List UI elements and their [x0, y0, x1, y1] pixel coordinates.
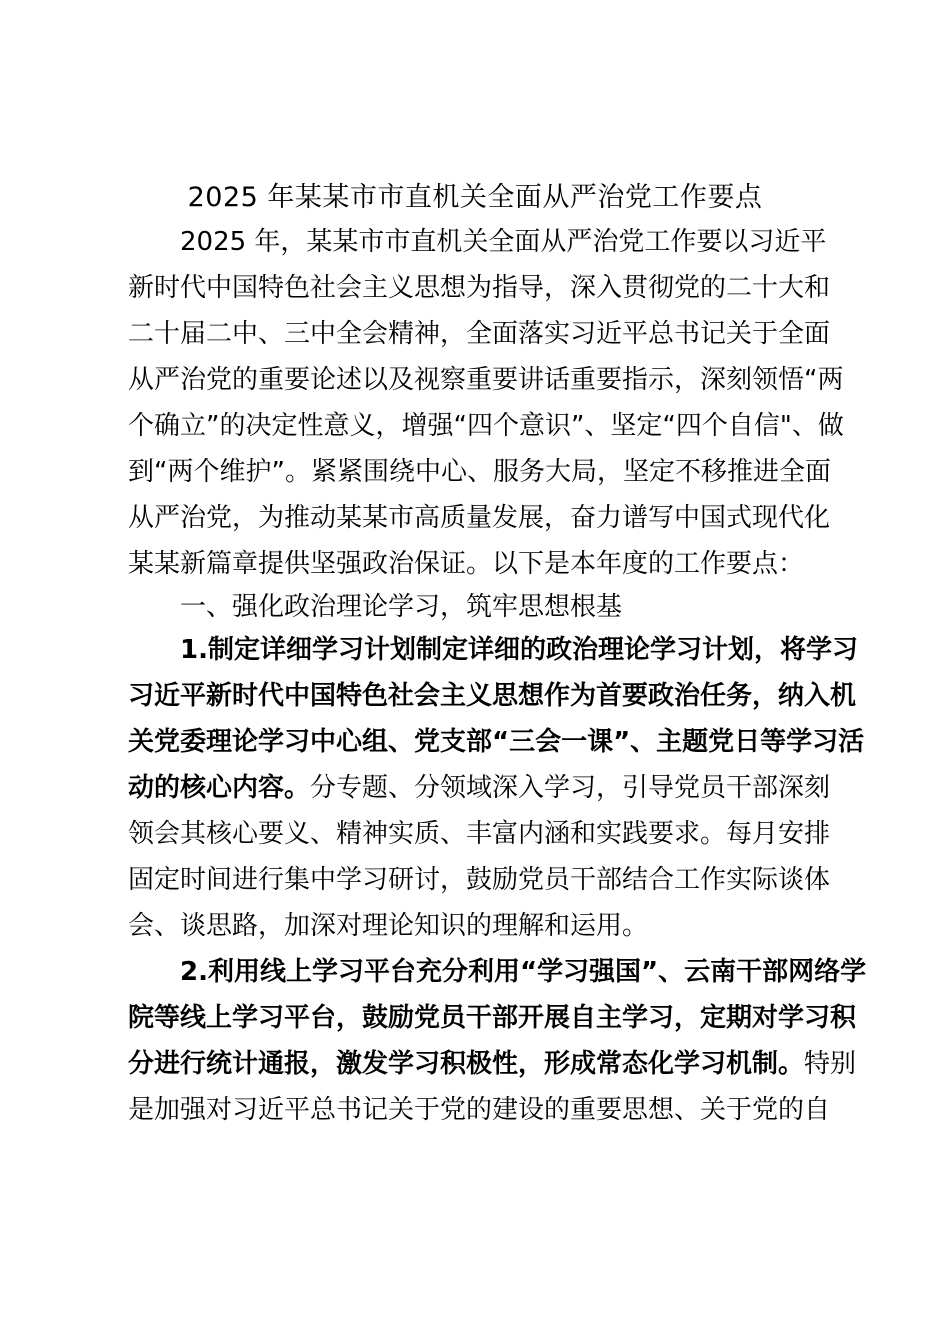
- item2-line: 是加强对习近平总书记关于党的建设的重要思想、关于党的自: [128, 1095, 831, 1125]
- item2-bold-line: 2.利用线上学习平台充分利用“学习强国”、云南干部网络学: [180, 957, 867, 987]
- item1-line: 固定时间进行集中学习研讨，鼓励党员干部结合工作实际谈体: [128, 865, 831, 895]
- section-heading: 一、强化政治理论学习，筑牢思想根基: [180, 592, 623, 622]
- intro-line: 某某新篇章提供坚强政治保证。以下是本年度的工作要点：: [128, 549, 805, 579]
- item2-bold-line: 院等线上学习平台，鼓励党员干部开展自主学习，定期对学习积: [128, 1003, 857, 1033]
- intro-line: 到“两个维护”。紧紧围绕中心、服务大局，坚定不移推进全面: [128, 457, 831, 487]
- item1-bold-line: 1.制定详细学习计划制定详细的政治理论学习计划，将学习: [180, 635, 858, 665]
- intro-line: 二十届二中、三中全会精神，全面落实习近平总书记关于全面: [128, 319, 831, 349]
- item1-line: 会、谈思路，加深对理论知识的理解和运用。: [128, 911, 649, 941]
- item2-mixed-line: [128, 1042, 857, 1086]
- intro-line: 从严治党，为推动某某市高质量发展，奋力谱写中国式现代化: [128, 503, 831, 533]
- item1-bold-line: 习近平新时代中国特色社会主义思想作为首要政治任务，纳入机: [128, 681, 857, 711]
- intro-line: 从严治党的重要论述以及视察重要讲话重要指示，深刻领悟“两: [128, 365, 844, 395]
- item1-normal-start: 分专题、分领域深入学习，引导党员干部深刻: [310, 773, 831, 803]
- intro-line: 新时代中国特色社会主义思想为指导，深入贯彻党的二十大和: [128, 273, 831, 303]
- item2-normal-start: 特别: [804, 1049, 857, 1079]
- item2-bold-tail: 分进行统计通报，激发学习积极性，形成常态化学习机制。: [128, 1049, 805, 1079]
- intro-line: 个确立”的决定性意义，增强“四个意识”、坚定“四个自信"、做: [128, 411, 844, 441]
- item1-line: 领会其核心要义、精神实质、丰富内涵和实践要求。每月安排: [128, 819, 831, 849]
- document-title: 2025 年某某市市直机关全面从严治党工作要点: [187, 182, 763, 213]
- item1-bold-line: 关党委理论学习中心组、党支部“三会一课”、主题党日等学习活: [128, 727, 865, 757]
- intro-line: 2025 年，某某市市直机关全面从严治党工作要以习近平: [180, 227, 827, 257]
- item1-bold-tail: 动的核心内容。: [128, 773, 311, 803]
- item1-mixed-line: [128, 766, 831, 810]
